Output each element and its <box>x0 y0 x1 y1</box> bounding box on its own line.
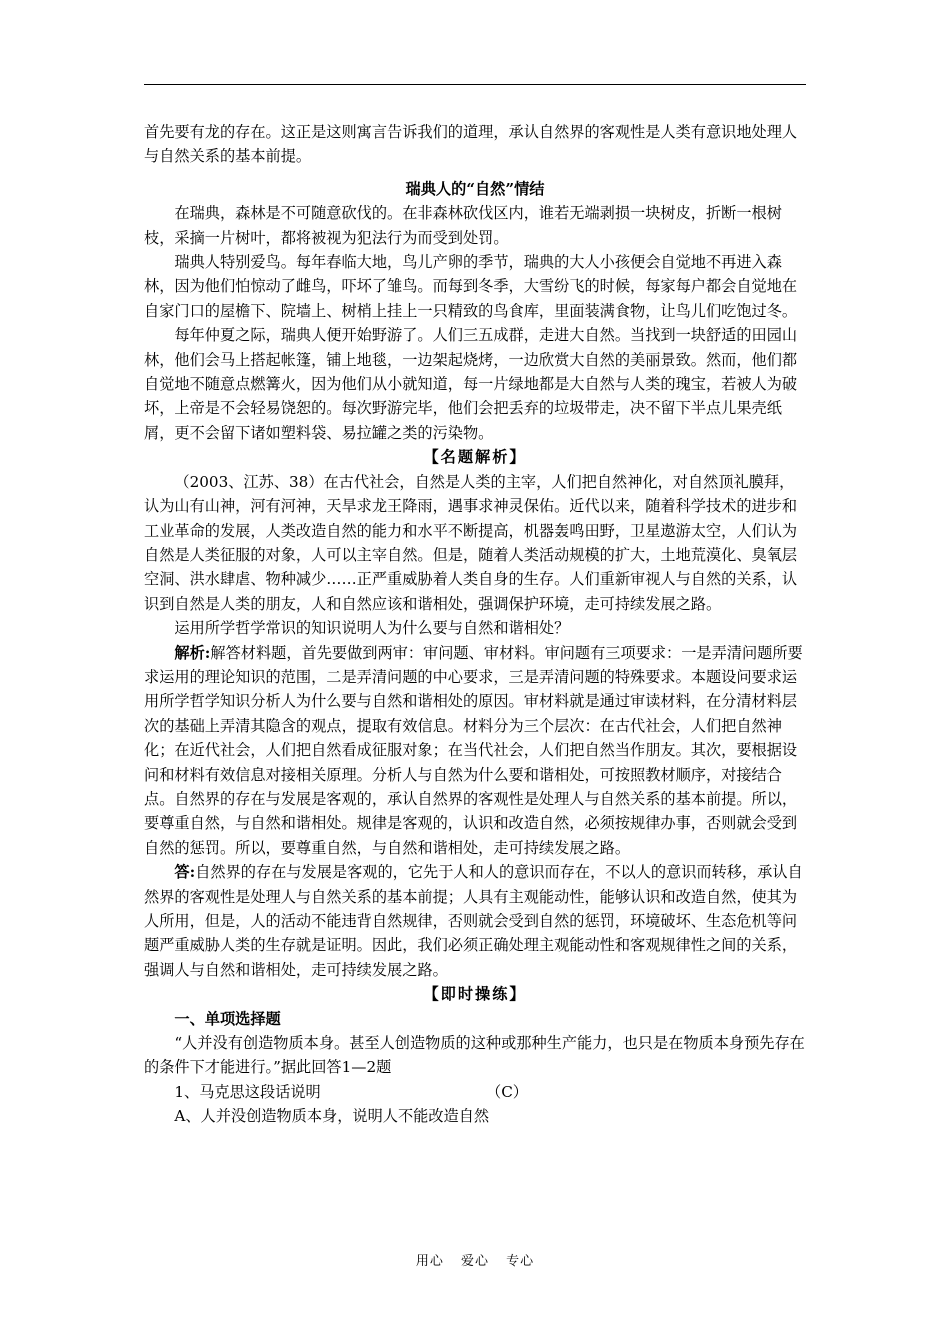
analysis-question: 运用所学哲学常识的知识说明人为什么要与自然和谐相处？ <box>174 619 570 638</box>
analysis-text: 解答材料题，首先要做到两审：审问题、审材料。审问题有三项要求：一是弄清问题所要求运用的理论知识的范围，二是弄清问题的中心要求，三是弄清问题的特殊要求。本题设问要求运用所学哲学知识分析人为什么要与自然和谐相处的原因。审材料就是通过审读材料，在分清材料层次的基础上弄清其隐含的观点，提取有效信息。材料分为三个层次：在古代社会，人们把自然神化；在近代社会，人们把自然看成征服对象；在当代社会，人们把自然当作朋友。其次，要根据设问和材料有效信息对接相关原理。分析人与自然为什么要和谐相处，可按照教材顺序，对接结合点。自然界的存在与发展是客观的，承认自然界的客观性是处理人与自然关系的基本前提。所以，要尊重自然，与自然和谐相处。规律是客观的，认识和改造自然，必须按规律办事，否则就会受到自然的惩罚。所以，要尊重自然，与自然和谐相处，走可持续发展之路。 <box>144 643 803 857</box>
footer-item: 爱心 <box>460 1254 489 1269</box>
continuation-paragraph: 首先要有龙的存在。这正是这则寓言告诉我们的道理，承认自然界的客观性是人类有意识地处理人与自然关系的基本前提。 <box>144 123 798 166</box>
option-a: A、人并没创造物质本身，说明人不能改造自然 <box>174 1107 490 1126</box>
analysis-label: 解析: <box>174 643 211 662</box>
footer-item: 用心 <box>415 1254 444 1269</box>
practice-section-title: 【即时操练】 <box>423 985 527 1004</box>
answer-text: 自然界的存在与发展是客观的，它先于人和人的意识而存在，不以人的意识而转移，承认自然界的客观性是处理人与自然关系的基本前提；人具有主观能动性，能够认识和改造自然，使其为人所用，但是，人的活动不能违背自然规律，否则就会受到自然的惩罚，环境破坏、生态危机等问题严重威胁人类的生存就是证明。因此，我们必须正确处理主观能动性和客观规律性之间的关系，强调人与自然和谐相处，走可持续发展之路。 <box>144 863 803 979</box>
answer-paragraph <box>144 860 806 982</box>
question-1 <box>144 1080 806 1104</box>
analysis-paragraph <box>144 641 806 861</box>
article-paragraph: 每年仲夏之际，瑞典人便开始野游了。人们三五成群，走进大自然。当找到一块舒适的田园山林，他们会马上搭起帐篷，铺上地毯，一边架起烧烤，一边欣赏大自然的美丽景致。然而，他们都自觉地不随意点燃篝火，因为他们从小就知道，每一片绿地都是大自然与人类的瑰宝，若被人为破坏，上帝是不会轻易饶恕的。每次野游完毕，他们会把丢弃的垃圾带走，决不留下半点儿果壳纸屑，更不会留下诸如塑料袋、易拉罐之类的污染物。 <box>144 326 798 442</box>
article-paragraph: 瑞典人特别爱鸟。每年春临大地，鸟儿产卵的季节，瑞典的大人小孩便会自觉地不再进入森林，因为他们怕惊动了雌鸟，吓坏了雏鸟。而每到冬季，大雪纷飞的时候，每家每户都会自觉地在自家门口的屋檐下、院墙上、树梢上挂上一只精致的鸟食库，里面装满食物，让鸟儿们吃饱过冬。 <box>144 253 798 320</box>
article-title: 瑞典人的“自然”情结 <box>405 179 545 198</box>
header-rule <box>144 84 806 85</box>
answer-label: 答: <box>174 863 196 882</box>
practice-quote: “人并没有创造物质本身。甚至人创造物质的这种或那种生产能力，也只是在物质本身预先存在的条件下才能进行。”据此回答1—2题 <box>144 1034 805 1077</box>
article-paragraph: 在瑞典，森林是不可随意砍伐的。在非森林砍伐区内，谁若无端剥损一块树皮，折断一根树枝，采摘一片树叶，都将被视为犯法行为而受到处罚。 <box>144 204 782 247</box>
page-content <box>144 120 806 1129</box>
analysis-section-title: 【名题解析】 <box>423 448 527 467</box>
footer-item: 专心 <box>506 1254 535 1269</box>
practice-heading: 一、单项选择题 <box>174 1009 281 1028</box>
question-1-answer: （C） <box>486 1082 528 1101</box>
question-1-text: 1、马克思这段话说明 <box>174 1082 321 1101</box>
page-footer <box>0 1250 950 1269</box>
analysis-material: （2003、江苏、38）在古代社会，自然是人类的主宰，人们把自然神化，对自然顶礼膜拜，认为山有山神，河有河神，天旱求龙王降雨，遇事求神灵保佑。近代以来，随着科学技术的进步和工业革命的发展，人类改造自然的能力和水平不断提高，机器轰鸣田野，卫星遨游太空，人们认为自然是人类征服的对象，人可以主宰自然。但是，随着人类活动规模的扩大，土地荒漠化、臭氧层空洞、洪水肆虐、物种减少……正严重威胁着人类自身的生存。人们重新审视人与自然的关系，认识到自然是人类的朋友，人和自然应该和谐相处，强调保护环境，走可持续发展之路。 <box>144 472 798 613</box>
